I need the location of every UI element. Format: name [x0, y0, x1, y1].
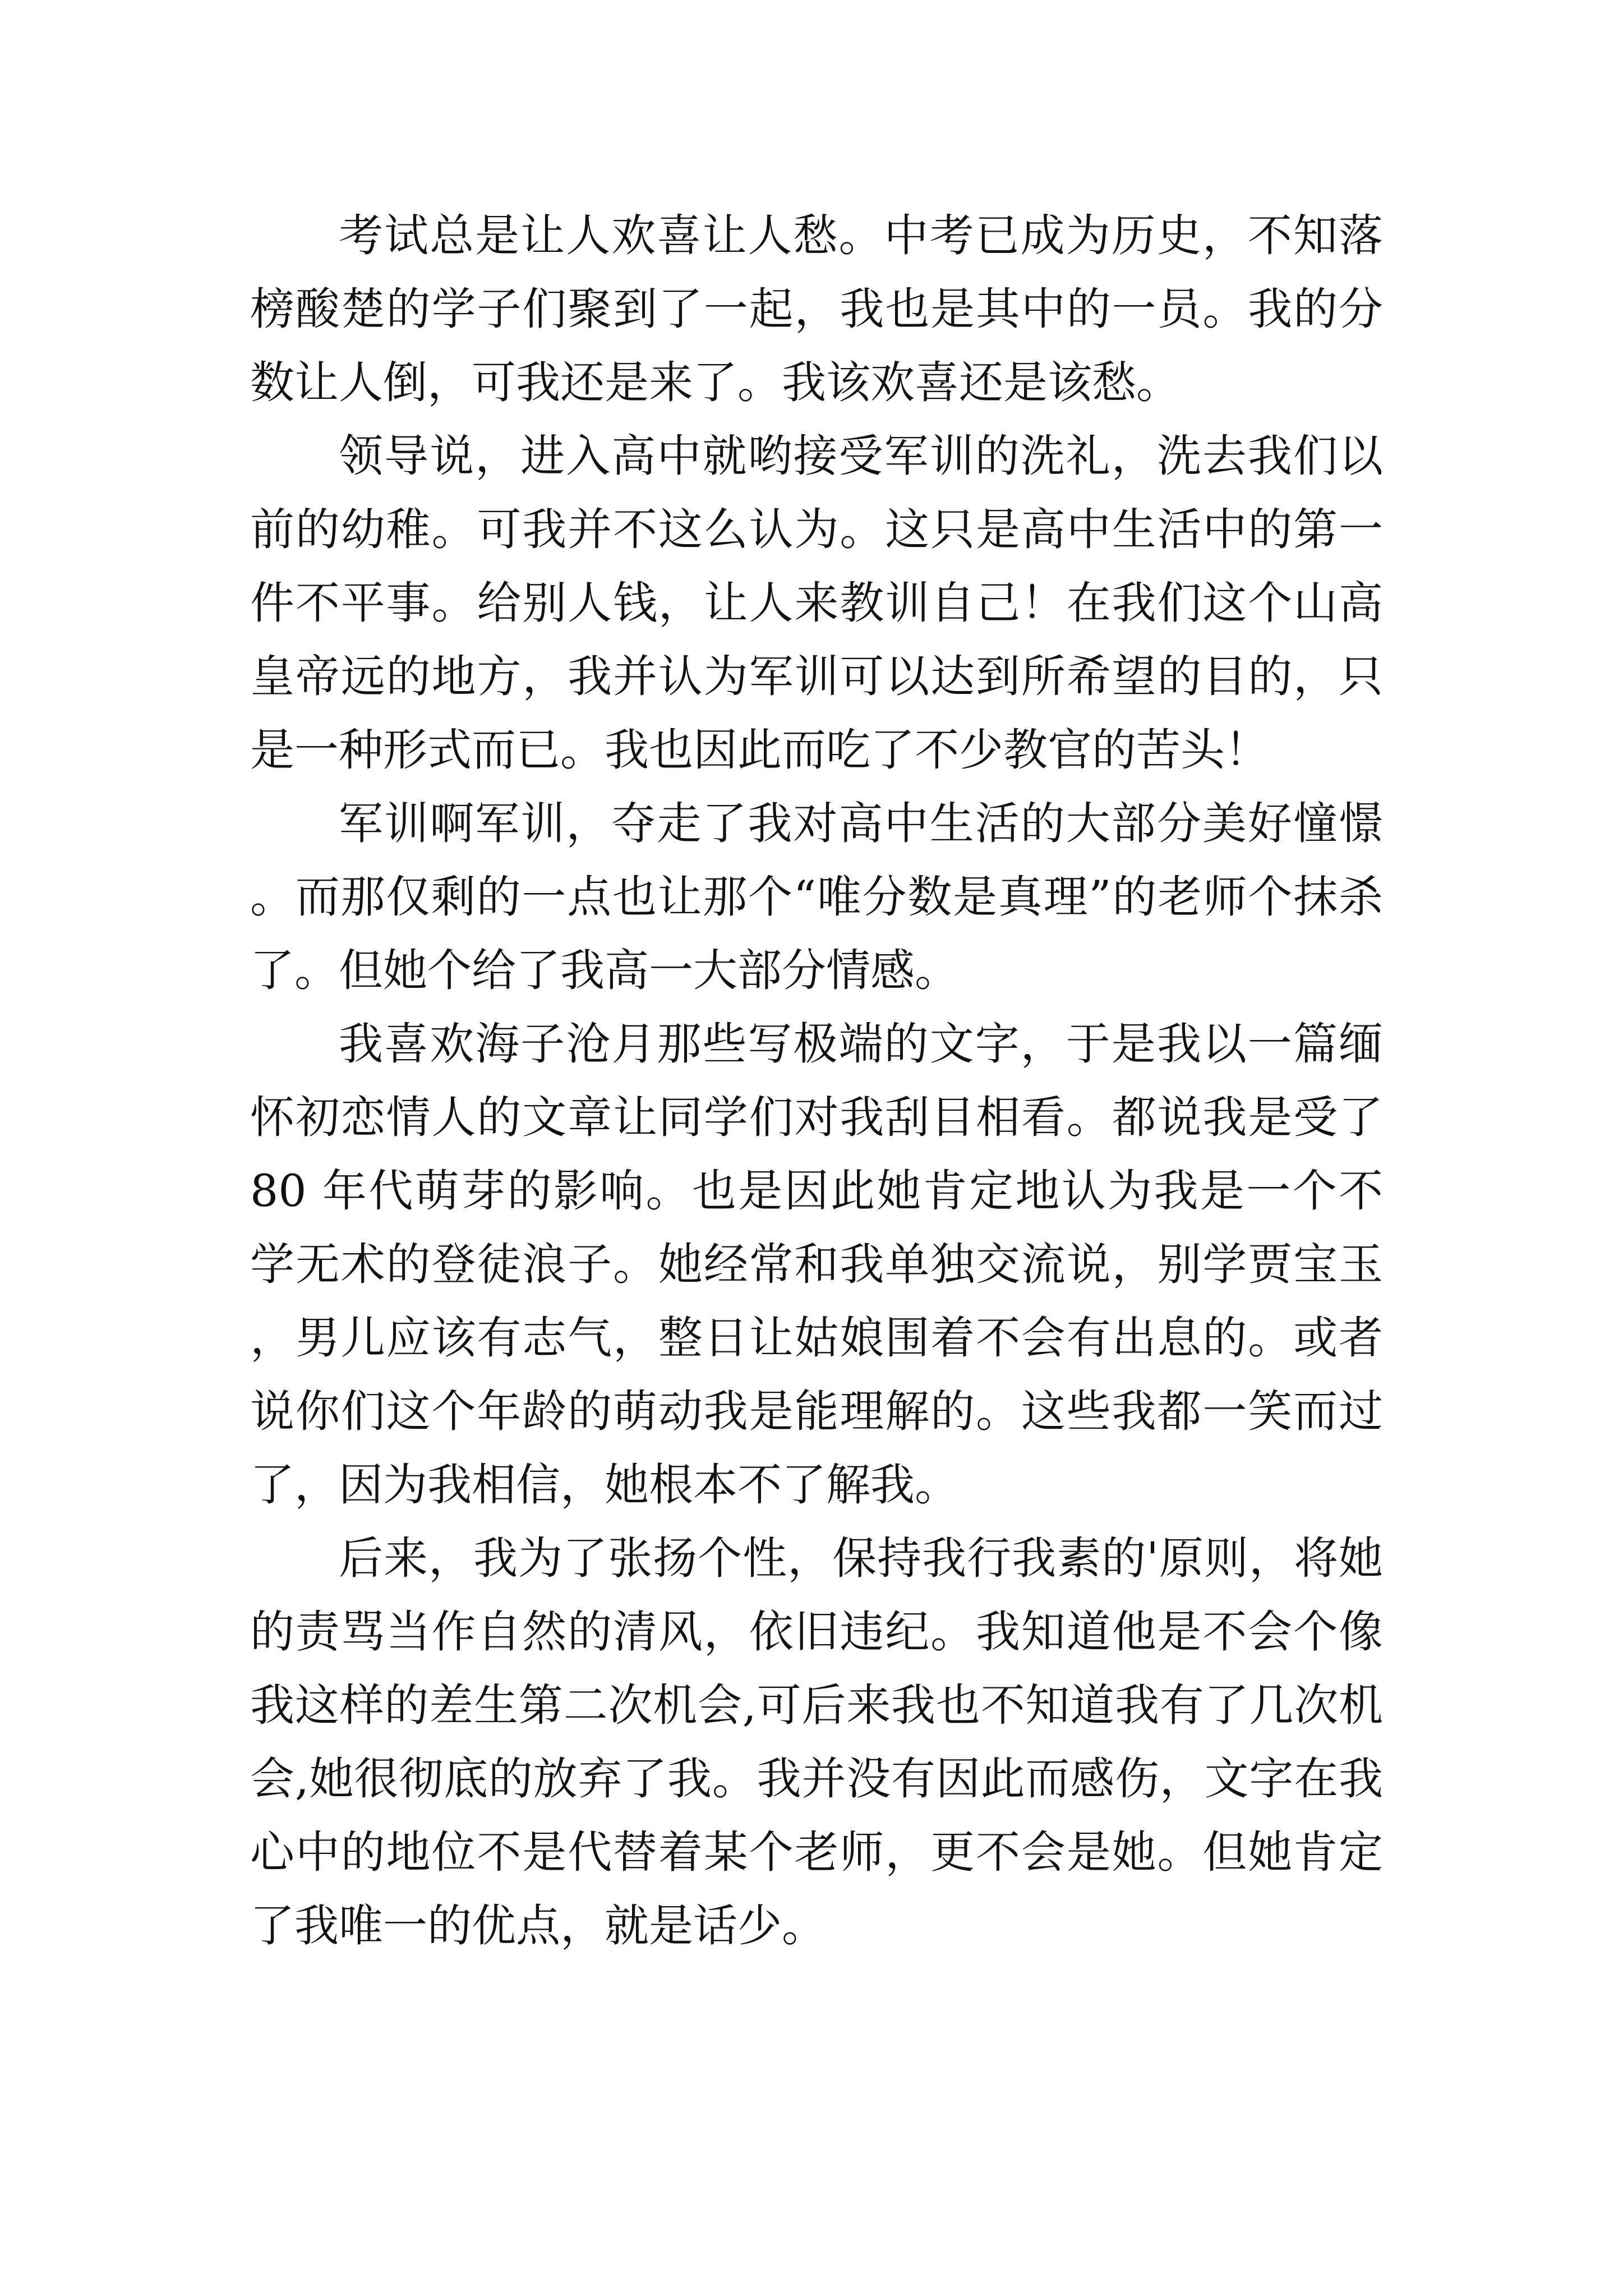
- paragraph-4: 我喜欢海子沧月那些写极端的文字，于是我以一篇缅怀初恋情人的文章让同学们对我刮目相看。都说我是受了 80 年代萌芽的影响。也是因此她肯定地认为我是一个不学无术的登徒浪子。她经常和我单独交流说，别学贾宝玉，男儿应该有志气，整日让姑娘围着不会有出息的。或者说你们这个年龄的萌动我是能理解的。这些我都一笑而过了，因为我相信，她根本不了解我。: [250, 1018, 1383, 1511]
- paragraph-2: 领导说，进入高中就哟接受军训的洗礼，洗去我们以前的幼稚。可我并不这么认为。这只是高中生活中的第一件不平事。给别人钱，让人来教训自己！在我们这个山高皇帝远的地方，我并认为军训可以达到所希望的目的，只是一种形式而已。我也因此而吃了不少教官的苦头！: [250, 430, 1383, 776]
- paragraph-3: 军训啊军训，夺走了我对高中生活的大部分美好憧憬。而那仅剩的一点也让那个“唯分数是真理”的老师个抹杀了。但她个给了我高一大部分情感。: [250, 798, 1383, 996]
- paragraph-5: 后来，我为了张扬个性，保持我行我素的'原则，将她的责骂当作自然的清风，依旧违纪。我知道他是不会个像我这样的差生第二次机会,可后来我也不知道我有了几次机会,她很彻底的放弃了我。我并没有因此而感伤，文字在我心中的地位不是代替着某个老师，更不会是她。但她肯定了我唯一的优点，就是话少。: [250, 1533, 1383, 1952]
- paragraph-1: 考试总是让人欢喜让人愁。中考已成为历史，不知落榜酸楚的学子们聚到了一起，我也是其中的一员。我的分数让人倒，可我还是来了。我该欢喜还是该愁。: [250, 210, 1383, 408]
- article-body: [250, 199, 1383, 1963]
